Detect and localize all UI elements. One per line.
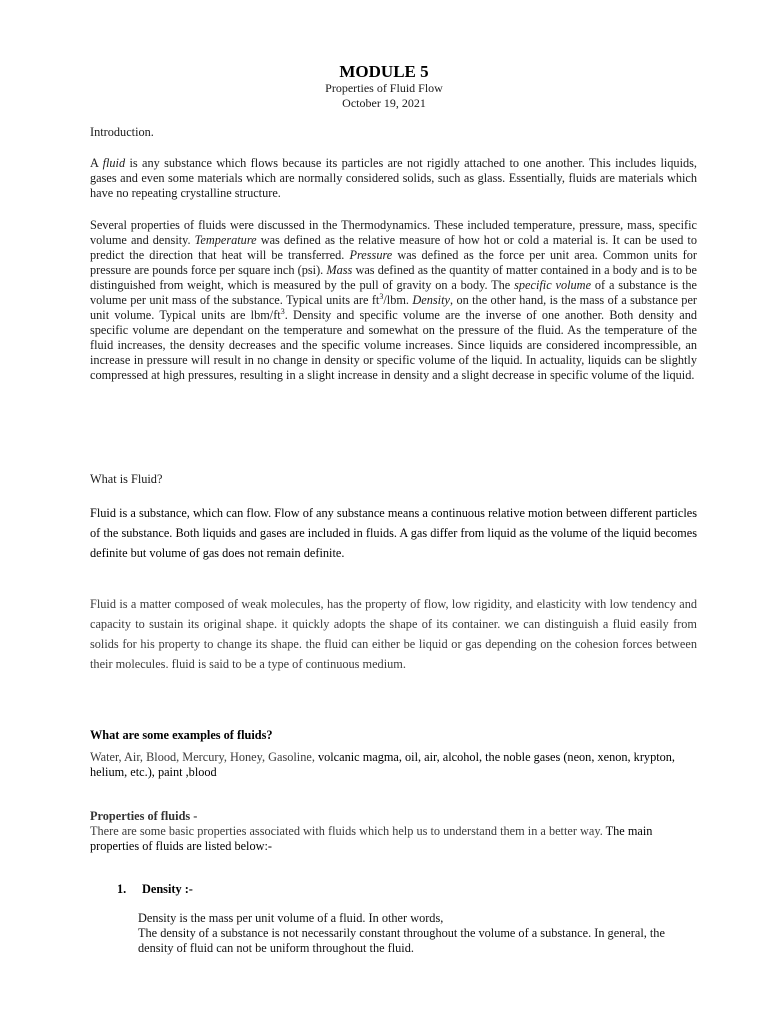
thermodynamics-properties-paragraph: Several properties of fluids were discussed in the Thermodynamics. These included temperature, pressure, mass, specific volume and density. Temperature was defined as the relative measure of how hot or cold a material is. It can be used to predict the direction that heat will be transferred. Pressure was defined as the force per unit area. Common units for pressure are pounds force per square inch (psi). Mass was defined as the quantity of matter contained in a body and is to be distinguished from weight, which is measured by the pull of gravity on a body. The specific volume of a substance is the volume per unit mass of the substance. Typical units are $ft^3$/lbm. Density, on the other hand, is the mass of a substance per unit volume. Typical units are lbm/$ft^3$. Density and specific volume are the inverse of one another. Both density and specific volume are dependant on the temperature and somewhat on the pressure of the fluid. As the temperature of the fluid increases, the density decreases and the specific volume increases. Since liquids are considered incompressible, an increase in pressure will result in no change in density or specific volume of the liquid. In actuality, liquids can be slightly compressed at high pressures, resulting in a slight increase in density and a slight decrease in specific volume of the liquid. bbox=[90, 218, 698, 382]
introduction-heading: Introduction. bbox=[90, 125, 154, 139]
examples-list: Water, Air, Blood, Mercury, Honey, Gasoline, volcanic magma, oil, air, alcohol, the noble gases (neon, xenon, krypton, helium, etc.), paint ,blood bbox=[90, 750, 676, 779]
page-date: October 19, 2021 bbox=[342, 96, 426, 110]
density-number: 1. bbox=[117, 882, 127, 896]
density-body bbox=[138, 911, 698, 956]
density-term: Density bbox=[412, 293, 450, 307]
fluid-term: fluid bbox=[102, 156, 126, 170]
fluid-definition-paragraph: A fluid is any substance which flows because its particles are not rigidly attached to one another. This includes liquids, gases and even some materials which are normally considered solids, such as glass. Essentially, fluids are materials which have no repeating crystalline structure. bbox=[90, 156, 697, 200]
examples-heading: What are some examples of fluids? bbox=[90, 728, 273, 742]
properties-heading: Properties of fluids - bbox=[90, 809, 198, 823]
density-explanation-line: The density of a substance is not necessarily constant throughout the volume of a substance. In general, the density of fluid can not be uniform throughout the fluid. bbox=[138, 926, 665, 955]
density-definition-line: Density is the mass per unit volume of a fluid. In other words, bbox=[138, 911, 444, 925]
properties-intro-paragraph: There are some basic properties associated with fluids which help us to understand them in a better way. The main properties of fluids are listed below:- bbox=[90, 824, 653, 853]
density-heading: 1. Density :- bbox=[117, 882, 193, 896]
temperature-term: Temperature bbox=[194, 233, 257, 247]
mass-term: Mass bbox=[326, 263, 353, 277]
page-subtitle: Properties of Fluid Flow bbox=[325, 81, 443, 95]
fluid-flow-paragraph: Fluid is a substance, which can flow. Flow of any substance means a continuous relative motion between different particles of the substance. Both liquids and gases are included in fluids. A gas differ from liquid as the volume of the liquid becomes definite but volume of gas does not remain definite. bbox=[90, 506, 697, 560]
fluid-matter-paragraph: Fluid is a matter composed of weak molecules, has the property of flow, low rigidity, and elasticity with low tendency and capacity to sustain its original shape. it quickly adopts the shape of its container. we can distinguish a fluid easily from solids for his property to change its shape. the fluid can either be liquid or gas depending on the cohesion forces between their molecules. fluid is said to be a type of continuous medium. bbox=[90, 597, 697, 671]
what-is-fluid-heading: What is Fluid? bbox=[90, 472, 163, 486]
page-title: MODULE 5 bbox=[339, 62, 429, 81]
specific-volume-term: specific volume bbox=[514, 278, 592, 292]
pressure-term: Pressure bbox=[349, 248, 393, 262]
